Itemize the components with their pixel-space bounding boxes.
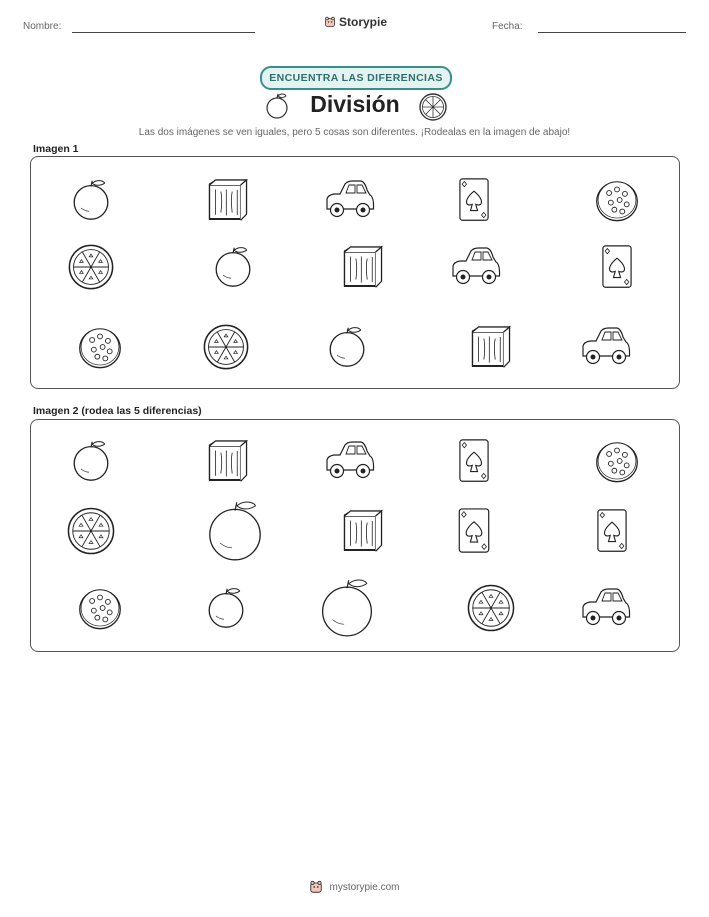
name-label: Nombre: xyxy=(23,21,62,32)
pizza-icon[interactable] xyxy=(467,584,515,632)
cookie-icon[interactable] xyxy=(595,439,639,483)
activity-badge: ENCUENTRA LAS DIFERENCIAS xyxy=(260,66,452,90)
orange-icon[interactable] xyxy=(205,501,265,561)
spade-card-icon[interactable] xyxy=(595,245,639,289)
orange-icon[interactable] xyxy=(71,441,111,481)
pizza-icon[interactable] xyxy=(68,244,114,290)
spade-card-icon[interactable] xyxy=(452,439,496,483)
cookie-icon[interactable] xyxy=(595,178,639,222)
wood-block-icon[interactable] xyxy=(342,246,384,288)
name-field[interactable] xyxy=(72,32,255,33)
section2-label: Imagen 2 (rodea las 5 diferencias) xyxy=(33,405,202,417)
pizza-icon xyxy=(419,93,447,121)
car-icon[interactable] xyxy=(451,242,501,292)
wood-block-icon[interactable] xyxy=(207,440,249,482)
instructions: Las dos imágenes se ven iguales, pero 5 cosas son diferentes. ¡Rodealas en la imagen de abajo! xyxy=(138,127,571,138)
storypie-bear-icon xyxy=(309,880,323,894)
orange-icon[interactable] xyxy=(327,327,367,367)
car-icon[interactable] xyxy=(325,436,375,486)
car-icon[interactable] xyxy=(325,175,375,225)
date-field[interactable] xyxy=(538,32,686,33)
orange-icon[interactable] xyxy=(71,180,111,220)
car-icon[interactable] xyxy=(581,322,631,372)
pizza-icon[interactable] xyxy=(203,324,249,370)
footer-site: mystorypie.com xyxy=(329,881,400,893)
brand-name: Storypie xyxy=(339,15,388,29)
section1-label: Imagen 1 xyxy=(33,143,79,155)
orange-icon[interactable] xyxy=(206,588,246,628)
car-icon[interactable] xyxy=(581,583,631,633)
wood-block-icon[interactable] xyxy=(470,326,512,368)
spade-card-icon[interactable] xyxy=(451,508,497,554)
spade-card-icon[interactable] xyxy=(452,178,496,222)
wood-block-icon[interactable] xyxy=(342,510,384,552)
cookie-icon[interactable] xyxy=(78,586,122,630)
orange-icon[interactable] xyxy=(318,579,376,637)
brand-logo xyxy=(324,15,387,29)
footer xyxy=(0,880,709,894)
storypie-bear-icon xyxy=(324,16,336,28)
orange-icon[interactable] xyxy=(213,247,253,287)
wood-block-icon[interactable] xyxy=(207,179,249,221)
spade-card-icon[interactable] xyxy=(590,509,634,553)
page-title: División xyxy=(310,91,400,117)
pizza-icon[interactable] xyxy=(67,507,115,555)
orange-icon xyxy=(264,93,290,119)
cookie-icon[interactable] xyxy=(78,325,122,369)
date-label: Fecha: xyxy=(492,21,523,32)
